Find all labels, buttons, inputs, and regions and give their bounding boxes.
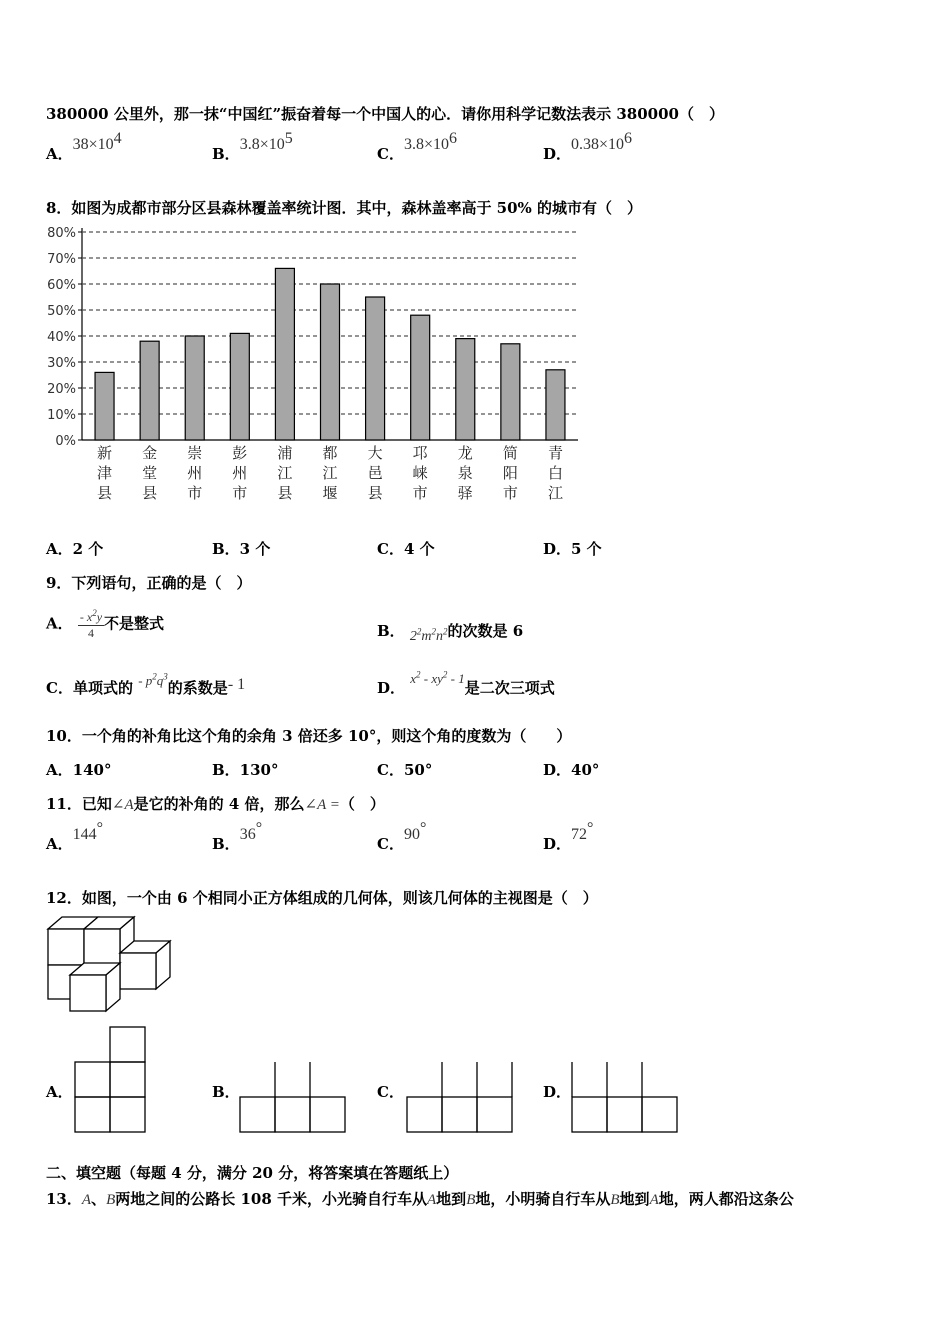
var-m: m (421, 629, 432, 644)
degree: ° (96, 820, 104, 837)
q13-text: 地到 (619, 1190, 650, 1208)
q9-option-a (46, 608, 164, 641)
base: 2 (409, 629, 417, 644)
exponent: 2 (416, 669, 421, 680)
term: - p (138, 673, 153, 688)
q12-option-d-view (570, 1060, 680, 1134)
exponent: 2 (431, 626, 437, 637)
y-tick-label: 60% (47, 278, 76, 293)
q9-option-letter: D． (377, 679, 406, 697)
q9-option-c-value: - 1 (227, 676, 246, 693)
q13-text: 地，两人都沿这条公 (658, 1190, 794, 1208)
angle-symbol: ∠A = (304, 797, 340, 813)
q7-option-b (212, 130, 293, 164)
q9-option-a-text: 不是整式 (104, 614, 165, 633)
q9-option-c-text2: 的系数是 (167, 679, 228, 697)
x-tick-label-char: 州 (232, 464, 248, 482)
q11-option-a (46, 820, 104, 854)
degree: ° (587, 820, 594, 837)
numerator-term: - x (79, 610, 93, 624)
x-tick-label-char: 都 (322, 444, 338, 462)
var-q: q (156, 673, 164, 688)
q11-stem-post: （ ） (339, 795, 385, 813)
q9-option-letter: A． (46, 614, 73, 633)
y-tick-label: 50% (47, 304, 76, 319)
q10-option-b: B．130° (212, 761, 279, 779)
q10-option-d: D．40° (543, 761, 600, 779)
term: - 1 (447, 671, 465, 686)
q12-option-c-view (405, 1060, 515, 1134)
x-tick-label-char: 泉 (457, 464, 473, 482)
x-tick-label-char: 邛 (412, 444, 428, 462)
x-tick-label-char: 驿 (457, 484, 473, 502)
y-tick-label: 40% (47, 330, 76, 345)
cube-solid-figure (44, 915, 174, 1015)
q9-option-c-expr (138, 673, 168, 688)
q7-option-d (543, 130, 633, 164)
q7-option-letter: B． (212, 145, 240, 163)
x-tick-label-char: 崃 (412, 464, 428, 482)
x-tick-label-char: 青 (547, 444, 563, 462)
x-tick-label-char: 大 (367, 444, 383, 462)
q7-option-letter: C． (377, 145, 404, 163)
q9-option-c-text: 单项式的 (72, 679, 133, 697)
q12-option-b-view (238, 1060, 348, 1134)
x-tick-label-char: 津 (97, 464, 113, 482)
q12-option-d-label: D． (543, 1083, 572, 1101)
x-tick-label-char: 龙 (457, 444, 473, 462)
x-tick-label-char: 市 (187, 484, 203, 502)
x-tick-label-char: 简 (502, 444, 518, 462)
q11-stem-pre: 11．已知 (46, 795, 112, 813)
q11-option-b (212, 820, 263, 854)
x-tick-label-char: 江 (547, 484, 563, 502)
x-tick-label-char: 县 (97, 484, 113, 502)
x-tick-label-char: 江 (322, 464, 338, 482)
x-tick-label-char: 金 (142, 444, 158, 462)
q13-number: 13． (46, 1190, 82, 1208)
q9-option-b-text: 的次数是 6 (447, 622, 524, 640)
y-tick-label: 70% (47, 252, 76, 267)
y-tick-label: 20% (47, 382, 76, 397)
q11-option-c-value: 90 (403, 826, 420, 843)
q7-option-letter: A． (46, 145, 73, 163)
q9-option-b (377, 620, 524, 644)
x-tick-label-char: 邑 (367, 464, 383, 482)
x-tick-label-char: 阳 (502, 464, 518, 482)
q11-stem (46, 793, 385, 814)
x-tick-label-char: 江 (277, 464, 293, 482)
angle-symbol: ∠A (111, 797, 134, 813)
q7-option-a (46, 130, 122, 164)
q13-text: 地，小明骑自行车从 (475, 1190, 611, 1208)
q7-option-c (377, 130, 457, 164)
x-tick-label-char: 州 (187, 464, 203, 482)
point-a: A (81, 1192, 92, 1208)
exponent: 2 (443, 626, 448, 637)
point-b: B (106, 1192, 116, 1208)
q11-stem-mid: 是它的补角的 4 倍，那么 (133, 795, 305, 813)
q8-option-a: A．2 个 (46, 540, 104, 558)
x-tick-label-char: 堂 (142, 464, 158, 482)
term: - xy (420, 671, 443, 686)
degree: ° (255, 820, 263, 837)
q12-stem: 12．如图，一个由 6 个相同小正方体组成的几何体，则该几何体的主视图是（ ） (46, 889, 598, 907)
x-tick-label-char: 市 (232, 484, 248, 502)
q7-stem: 380000 公里外，那一抹“中国红”振奋着每一个中国人的心．请你用科学记数法表示 380000（ ） (46, 105, 724, 123)
q12-option-b-label: B． (212, 1083, 240, 1101)
bar (456, 339, 475, 440)
q9-option-c (46, 671, 246, 698)
q7-option-d-base: 0.38×10 (571, 136, 625, 153)
q13-stem (46, 1188, 794, 1209)
bar (95, 372, 114, 440)
q12-option-c-label: C． (377, 1083, 404, 1101)
q7-option-b-exp: 5 (284, 130, 293, 147)
exponent: 3 (163, 671, 168, 682)
fraction (78, 608, 104, 641)
q9-option-b-expr (409, 626, 448, 644)
q11-option-b-value: 36 (239, 826, 256, 843)
degree: ° (419, 820, 427, 837)
x-tick-label-char: 彭 (232, 444, 248, 462)
q12-option-a-view (73, 1026, 147, 1134)
bar (140, 341, 159, 440)
exponent: 2 (152, 671, 157, 682)
q8-option-d: D．5 个 (543, 540, 602, 558)
x-tick-label-char: 市 (502, 484, 518, 502)
q11-option-a-value: 144 (72, 826, 97, 843)
bar (411, 315, 430, 440)
q7-option-a-base: 38×10 (72, 136, 114, 153)
q7-option-d-exp: 6 (624, 130, 633, 147)
bar (546, 370, 565, 440)
q9-option-letter: B． (377, 622, 405, 640)
point-a: A (649, 1192, 659, 1208)
exponent: 2 (416, 626, 422, 637)
bar (185, 336, 204, 440)
q7-option-letter: D． (543, 145, 572, 163)
q11-option-letter: A． (46, 835, 73, 853)
x-tick-label-char: 崇 (187, 444, 203, 462)
x-tick-label-char: 市 (412, 484, 428, 502)
q10-option-a: A．140° (46, 761, 112, 779)
x-tick-label-char: 县 (277, 484, 293, 502)
x-tick-label-char: 浦 (277, 444, 293, 462)
q9-option-d-text: 是二次三项式 (464, 679, 555, 697)
q10-option-c: C．50° (377, 761, 433, 779)
q7-option-a-exp: 4 (113, 130, 122, 147)
q11-option-c (377, 820, 427, 854)
x-tick-label-char: 堰 (322, 484, 338, 502)
q9-stem: 9．下列语句，正确的是（ ） (46, 574, 252, 592)
term: x (410, 671, 417, 686)
q8-stem: 8．如图为成都市部分区县森林覆盖率统计图．其中，森林盖率高于 50% 的城市有（ ） (46, 199, 643, 217)
q9-option-d-expr (410, 671, 465, 686)
fraction-numerator (78, 608, 104, 626)
q7-option-b-base: 3.8×10 (239, 136, 285, 153)
q8-option-c: C．4 个 (377, 540, 435, 558)
q8-option-b: B．3 个 (212, 540, 271, 558)
forest-coverage-bar-chart (40, 222, 585, 507)
point-b: B (610, 1192, 620, 1208)
q7-option-c-base: 3.8×10 (403, 136, 449, 153)
q9-option-letter: C． (46, 679, 73, 697)
x-tick-label-char: 县 (367, 484, 383, 502)
fraction-denominator: 4 (87, 626, 94, 640)
x-tick-label-char: 县 (142, 484, 158, 502)
x-tick-label-char: 新 (97, 444, 113, 462)
numerator-tail: y (96, 610, 103, 624)
exponent: 2 (442, 669, 448, 680)
q11-option-letter: C． (377, 835, 404, 853)
bar (230, 333, 249, 440)
q7-option-c-exp: 6 (448, 130, 457, 147)
bar (321, 284, 340, 440)
y-tick-label: 80% (47, 226, 76, 241)
q11-option-d-value: 72 (571, 826, 588, 843)
q10-stem: 10．一个角的补角比这个角的余角 3 倍还多 10°，则这个角的度数为（ ） (46, 727, 572, 745)
y-tick-label: 30% (47, 356, 76, 371)
q13-text: 两地之间的公路长 108 千米，小光骑自行车从 (115, 1190, 427, 1208)
point-a: A (427, 1192, 437, 1208)
exponent: 2 (92, 608, 97, 618)
var-n: n (436, 629, 444, 644)
q9-option-d (377, 669, 555, 698)
x-tick-label-char: 白 (547, 464, 563, 482)
section-2-heading: 二、填空题（每题 4 分，满分 20 分，将答案填在答题纸上） (46, 1164, 459, 1182)
separator: 、 (91, 1190, 107, 1208)
q11-option-letter: B． (212, 835, 240, 853)
q12-option-a-label: A． (46, 1083, 73, 1101)
q11-option-d (543, 820, 594, 854)
bar (501, 344, 520, 440)
y-tick-label: 0% (55, 434, 76, 449)
point-b: B (466, 1192, 476, 1208)
y-tick-label: 10% (47, 408, 76, 423)
bar (275, 268, 294, 440)
bar (366, 297, 385, 440)
q11-option-letter: D． (543, 835, 572, 853)
q13-text: 地到 (436, 1190, 467, 1208)
